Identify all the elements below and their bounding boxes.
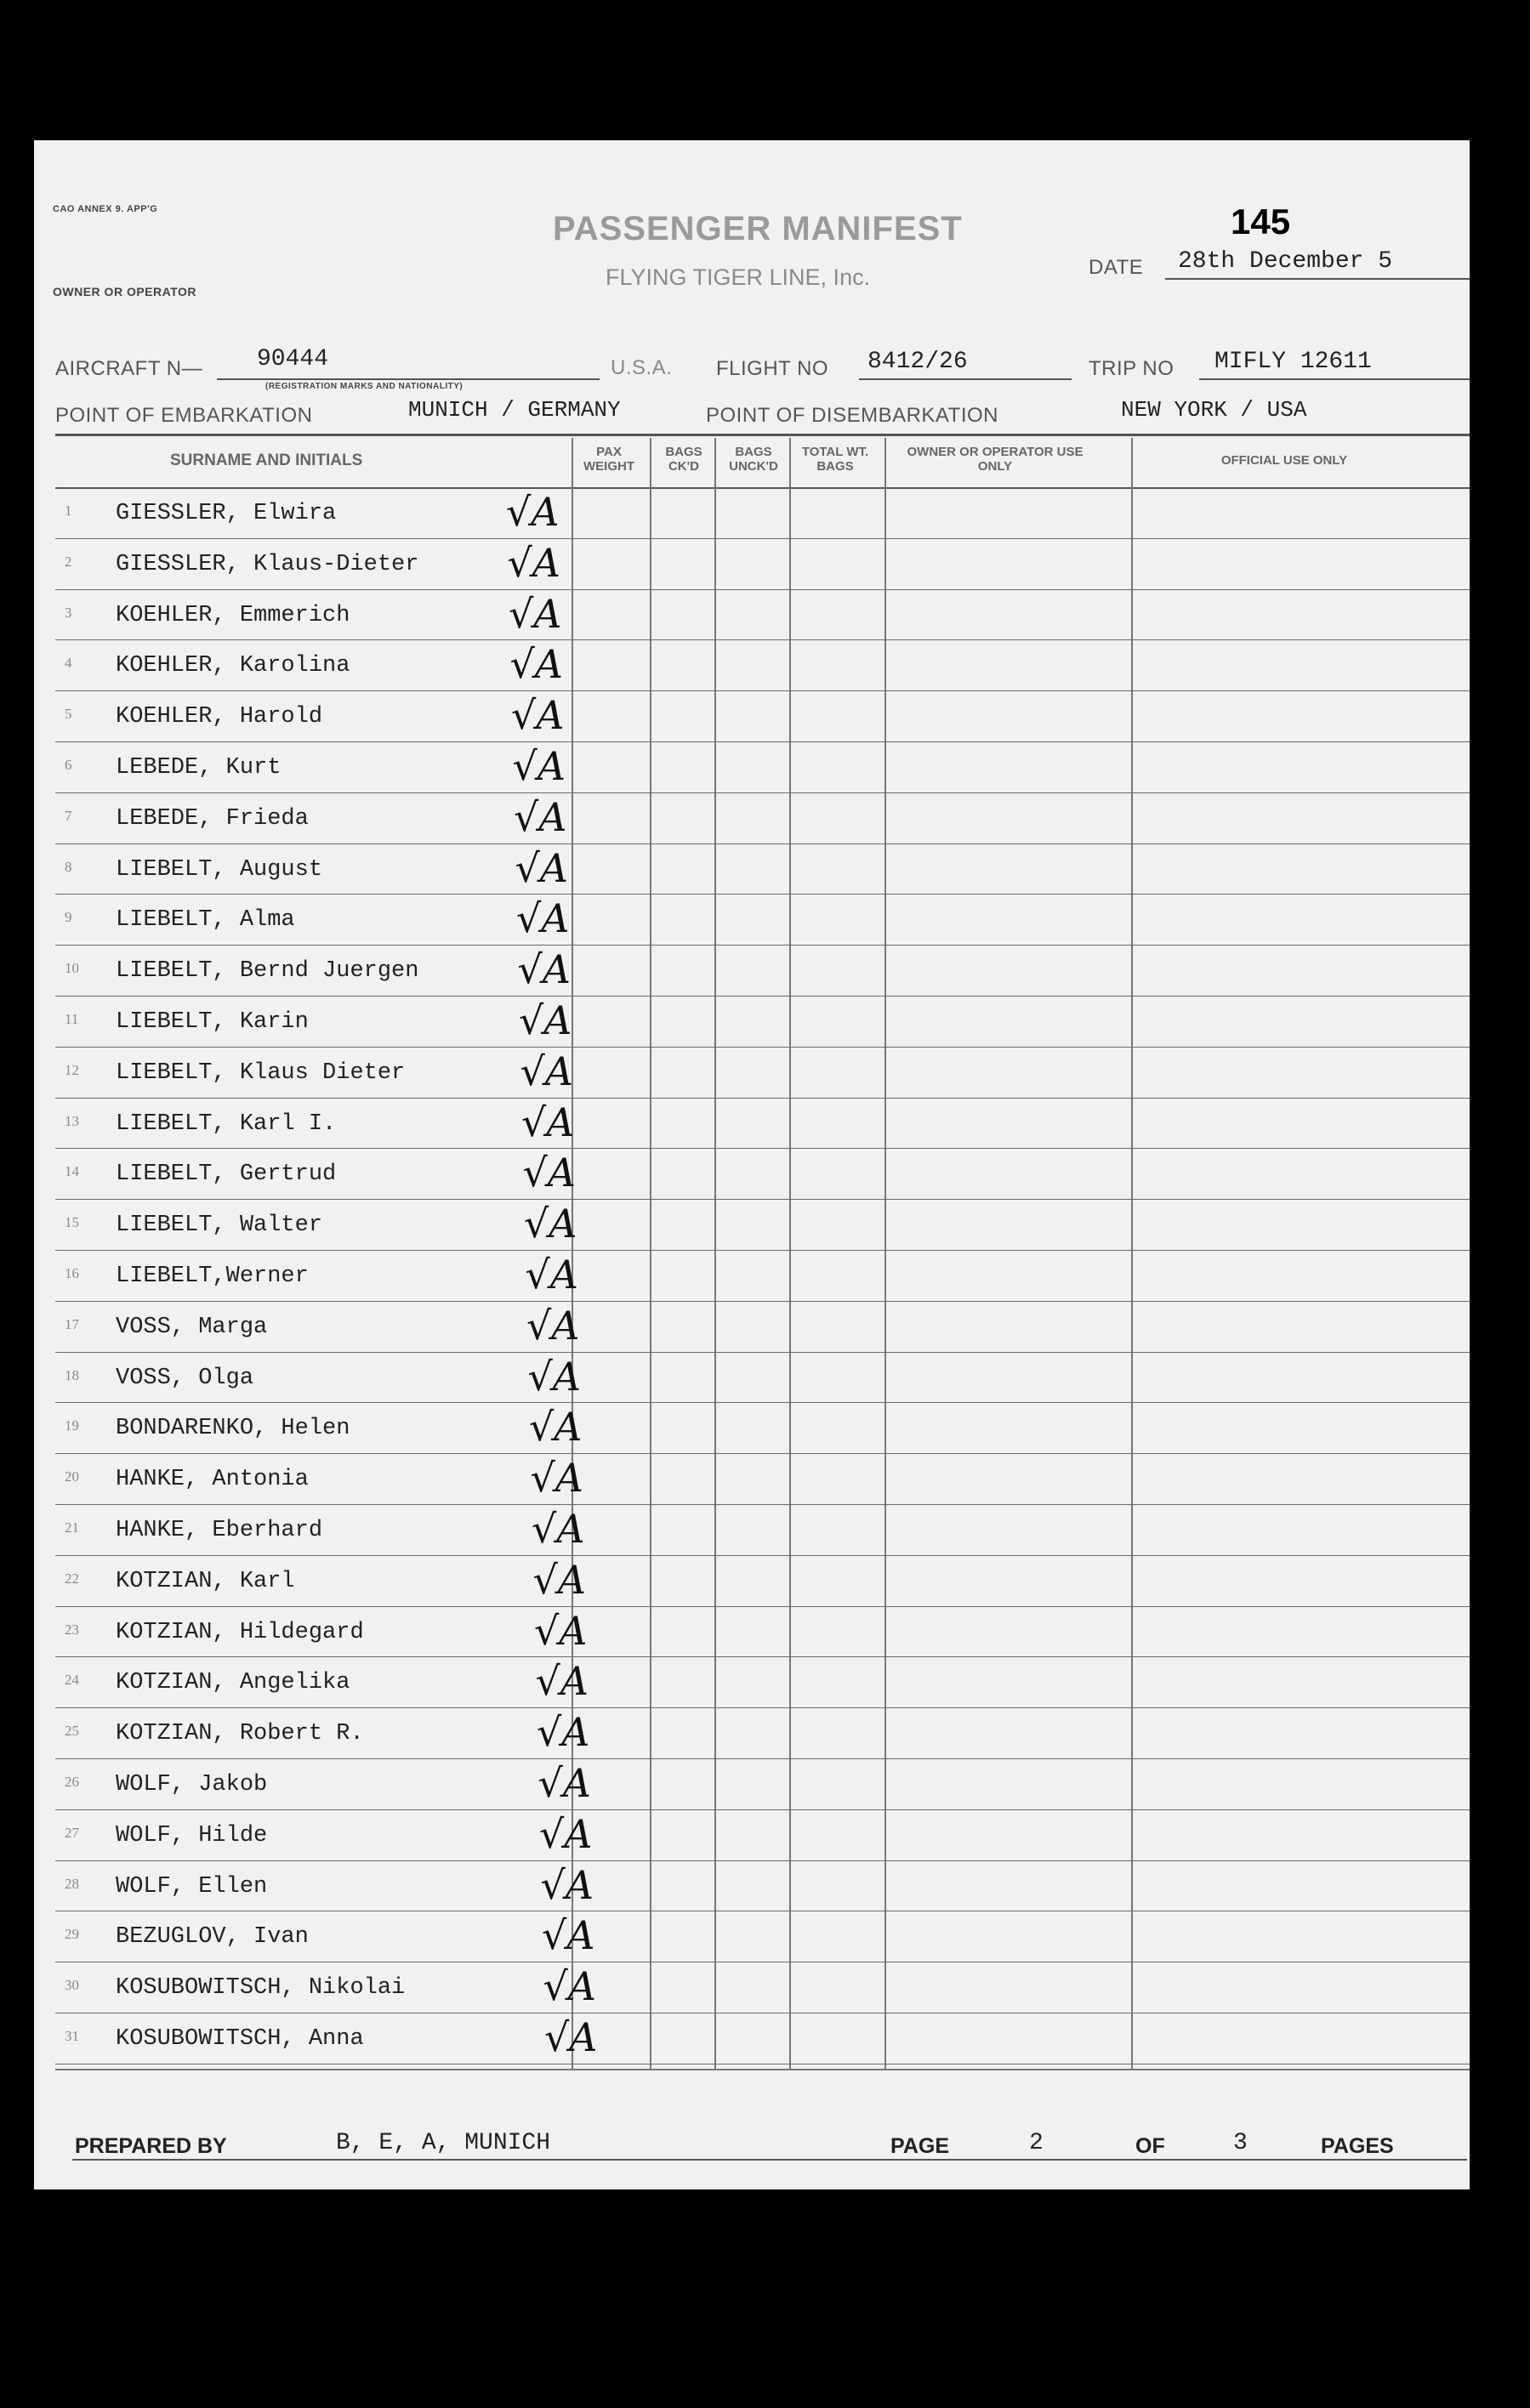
column-header-bags-ckd: BAGS CK'D: [665, 445, 702, 474]
row-number: 10: [65, 960, 79, 977]
table-row: [34, 1303, 1470, 1354]
passenger-name: KOEHLER, Emmerich: [116, 602, 350, 628]
manifest-sheet: [34, 140, 1470, 2189]
passenger-name: VOSS, Olga: [116, 1365, 254, 1391]
row-number: 19: [65, 1417, 79, 1434]
row-number: 11: [65, 1011, 79, 1027]
table-row: [34, 1201, 1470, 1252]
check-mark: √A: [544, 2014, 598, 2060]
check-mark: √A: [517, 946, 572, 993]
row-number: 7: [65, 807, 72, 824]
row-rule: [55, 741, 1470, 742]
row-number: 20: [65, 1468, 79, 1485]
row-rule: [55, 1606, 1470, 1607]
check-mark: √A: [512, 743, 566, 789]
passenger-name: KOSUBOWITSCH, Anna: [116, 2026, 364, 2052]
check-mark: √A: [542, 1912, 595, 1959]
table-row: [34, 641, 1470, 692]
check-mark: √A: [507, 539, 561, 586]
passenger-name: HANKE, Antonia: [116, 1467, 309, 1493]
embarkation-label: POINT OF EMBARKATION: [55, 404, 313, 427]
date-label: DATE: [1089, 256, 1144, 279]
row-rule: [55, 1504, 1470, 1505]
page-value: 2: [1029, 2130, 1044, 2156]
check-mark: √A: [511, 692, 565, 739]
passenger-name: GIESSLER, Klaus-Dieter: [116, 551, 419, 577]
table-row: [34, 1709, 1470, 1760]
table-row: [34, 1048, 1470, 1099]
table-row: [34, 1862, 1470, 1913]
table-row: [34, 2014, 1470, 2065]
row-number: 13: [65, 1112, 79, 1129]
row-number: 18: [65, 1366, 79, 1383]
annex-label: CAO ANNEX 9. APP'G: [53, 204, 158, 214]
row-number: 16: [65, 1265, 79, 1281]
row-rule: [55, 1098, 1470, 1099]
row-rule: [55, 1301, 1470, 1302]
table-row: [34, 1354, 1470, 1405]
check-mark: √A: [540, 1861, 594, 1908]
table-row: [34, 1557, 1470, 1608]
table-row: [34, 489, 1470, 540]
row-number: 26: [65, 1774, 79, 1790]
row-number: 22: [65, 1570, 79, 1587]
table-row: [34, 1099, 1470, 1150]
passenger-name: HANKE, Eberhard: [116, 1518, 323, 1543]
owner-label: OWNER OR OPERATOR: [53, 285, 196, 298]
trip-label: TRIP NO: [1089, 357, 1175, 380]
passenger-name: KOTZIAN, Robert R.: [116, 1721, 364, 1747]
check-mark: √A: [543, 1963, 597, 2010]
table-bottom-rule: [55, 2069, 1470, 2070]
check-mark: √A: [524, 1201, 577, 1247]
table-row: [34, 692, 1470, 743]
passenger-name: BONDARENKO, Helen: [116, 1416, 350, 1442]
row-number: 28: [65, 1875, 79, 1892]
registration-note: (REGISTRATION MARKS AND NATIONALITY): [265, 382, 464, 391]
row-rule: [55, 1809, 1470, 1810]
flight-label: FLIGHT NO: [716, 357, 829, 380]
row-number: 27: [65, 1824, 79, 1841]
table-row: [34, 540, 1470, 591]
row-rule: [55, 639, 1470, 640]
passenger-name: GIESSLER, Elwira: [116, 501, 337, 526]
passenger-name: VOSS, Marga: [116, 1314, 268, 1340]
row-number: 14: [65, 1163, 79, 1180]
check-mark: √A: [516, 895, 570, 942]
table-row: [34, 1150, 1470, 1201]
table-row: [34, 743, 1470, 794]
row-rule: [55, 945, 1470, 946]
row-rule: [55, 1707, 1470, 1708]
table-row: [34, 895, 1470, 946]
passenger-name: KOEHLER, Karolina: [116, 653, 350, 679]
flight-value: 8412/26: [867, 349, 968, 375]
check-mark: √A: [521, 1099, 575, 1145]
row-rule: [55, 1758, 1470, 1759]
check-mark: √A: [537, 1760, 592, 1806]
table-row: [34, 794, 1470, 845]
table-row: [34, 946, 1470, 997]
row-rule: [55, 1352, 1470, 1353]
row-rule: [55, 538, 1470, 539]
disembarkation-value: NEW YORK / USA: [1121, 397, 1307, 423]
passenger-name: LIEBELT, August: [116, 856, 323, 883]
table-row: [34, 997, 1470, 1048]
row-rule: [55, 996, 1470, 997]
of-value: 3: [1233, 2130, 1248, 2156]
row-rule: [55, 1402, 1470, 1403]
check-mark: √A: [509, 641, 564, 688]
row-rule: [55, 589, 1470, 590]
check-mark: √A: [519, 997, 572, 1043]
passenger-name: KOTZIAN, Karl: [116, 1568, 295, 1594]
check-mark: √A: [530, 1455, 584, 1502]
page-label: PAGE: [890, 2134, 949, 2158]
passenger-name: KOTZIAN, Hildegard: [116, 1619, 364, 1645]
table-top-rule: [55, 434, 1470, 436]
column-header-bags-unckd: BAGS UNCK'D: [729, 445, 778, 474]
passenger-name: KOEHLER, Harold: [116, 704, 323, 730]
table-row: [34, 1404, 1470, 1455]
row-rule: [55, 1860, 1470, 1861]
table-row: [34, 1963, 1470, 2014]
page-stamp: 145: [1231, 202, 1291, 241]
row-number: 25: [65, 1723, 79, 1740]
check-mark: √A: [539, 1810, 593, 1857]
passenger-name: WOLF, Jakob: [116, 1772, 268, 1797]
column-header-owner-use: OWNER OR OPERATOR USE ONLY: [907, 445, 1084, 474]
table-row: [34, 1658, 1470, 1709]
row-number: 4: [65, 655, 72, 672]
row-number: 31: [65, 2028, 79, 2044]
passenger-name: LIEBELT, Karin: [116, 1009, 309, 1035]
passenger-name: KOSUBOWITSCH, Nikolai: [116, 1975, 406, 2002]
trip-underline: [1199, 378, 1470, 380]
row-number: 17: [65, 1315, 79, 1332]
row-rule: [55, 1047, 1470, 1048]
row-rule: [55, 1453, 1470, 1454]
row-number: 1: [65, 503, 72, 519]
prepared-by-label: PREPARED BY: [75, 2134, 227, 2158]
row-number: 12: [65, 1061, 79, 1078]
row-number: 24: [65, 1672, 79, 1689]
row-number: 5: [65, 706, 72, 723]
row-rule: [55, 1148, 1470, 1149]
row-rule: [55, 1555, 1470, 1556]
aircraft-value: 90444: [257, 346, 329, 372]
table-row: [34, 1912, 1470, 1963]
flight-underline: [859, 378, 1072, 380]
column-header-total-wt: TOTAL WT. BAGS: [801, 445, 869, 474]
row-rule: [55, 792, 1470, 793]
check-mark: √A: [509, 590, 562, 637]
row-number: 23: [65, 1621, 79, 1638]
table-row: [34, 845, 1470, 896]
passenger-name: LIEBELT, Alma: [116, 907, 295, 934]
row-number: 30: [65, 1977, 79, 1994]
check-mark: √A: [520, 1048, 574, 1094]
row-number: 9: [65, 909, 72, 926]
column-header-name: SURNAME AND INITIALS: [170, 452, 363, 469]
row-number: 8: [65, 858, 72, 875]
row-number: 3: [65, 604, 72, 621]
check-mark: √A: [526, 1302, 580, 1349]
check-mark: √A: [529, 1404, 583, 1451]
check-mark: √A: [506, 489, 560, 535]
passenger-name: LIEBELT, Gertrud: [116, 1161, 337, 1188]
pages-label: PAGES: [1321, 2134, 1394, 2158]
row-number: 29: [65, 1926, 79, 1943]
manifest-title: PASSENGER MANIFEST: [553, 210, 963, 247]
check-mark: √A: [532, 1506, 585, 1552]
check-mark: √A: [527, 1353, 582, 1400]
aircraft-label: AIRCRAFT N—: [55, 357, 203, 380]
passenger-name: WOLF, Ellen: [116, 1873, 268, 1900]
prepared-by-value: B, E, A, MUNICH: [336, 2130, 551, 2156]
passenger-name: LIEBELT,Werner: [116, 1264, 309, 1289]
company-name: FLYING TIGER LINE, Inc.: [606, 264, 871, 290]
disembarkation-label: POINT OF DISEMBARKATION: [706, 404, 998, 427]
embarkation-value: MUNICH / GERMANY: [408, 397, 621, 423]
passenger-name: BEZUGLOV, Ivan: [116, 1924, 309, 1951]
passenger-name: WOLF, Hilde: [116, 1822, 268, 1849]
of-label: OF: [1135, 2134, 1165, 2158]
check-mark: √A: [535, 1658, 589, 1705]
passenger-name: KOTZIAN, Angelika: [116, 1670, 350, 1696]
column-header-pax-weight: PAX WEIGHT: [583, 445, 634, 474]
check-mark: √A: [515, 844, 569, 891]
check-mark: √A: [522, 1150, 577, 1196]
check-mark: √A: [525, 1252, 579, 1298]
passenger-name: LIEBELT, Walter: [116, 1213, 323, 1239]
table-row: [34, 1252, 1470, 1303]
row-number: 2: [65, 553, 72, 570]
table-row: [34, 1506, 1470, 1557]
passenger-name: LIEBELT, Karl I.: [116, 1110, 337, 1137]
date-value: 28th December 5: [1178, 248, 1393, 275]
passenger-name: LEBEDE, Frieda: [116, 805, 309, 832]
row-number: 15: [65, 1214, 79, 1231]
column-header-official-use: OFFICIAL USE ONLY: [1220, 453, 1348, 468]
check-mark: √A: [532, 1556, 587, 1603]
trip-value: MIFLY 12611: [1214, 349, 1372, 375]
check-mark: √A: [514, 793, 567, 840]
row-number: 21: [65, 1519, 79, 1536]
nationality-label: U.S.A.: [611, 356, 673, 379]
table-row: [34, 591, 1470, 642]
check-mark: √A: [534, 1607, 588, 1654]
passenger-name: LIEBELT, Klaus Dieter: [116, 1059, 406, 1086]
row-rule: [55, 690, 1470, 691]
row-rule: [55, 1656, 1470, 1657]
table-row: [34, 1760, 1470, 1811]
footer-rule: [72, 2159, 1467, 2161]
table-row: [34, 1608, 1470, 1659]
date-underline: [1165, 278, 1470, 280]
row-rule: [55, 1250, 1470, 1251]
row-rule: [55, 1199, 1470, 1200]
aircraft-underline: [217, 378, 600, 380]
passenger-name: LIEBELT, Bernd Juergen: [116, 958, 419, 985]
row-number: 6: [65, 757, 72, 773]
table-row: [34, 1455, 1470, 1506]
check-mark: √A: [537, 1709, 590, 1756]
table-row: [34, 1811, 1470, 1862]
row-rule: [55, 843, 1470, 844]
passenger-name: LEBEDE, Kurt: [116, 755, 282, 781]
